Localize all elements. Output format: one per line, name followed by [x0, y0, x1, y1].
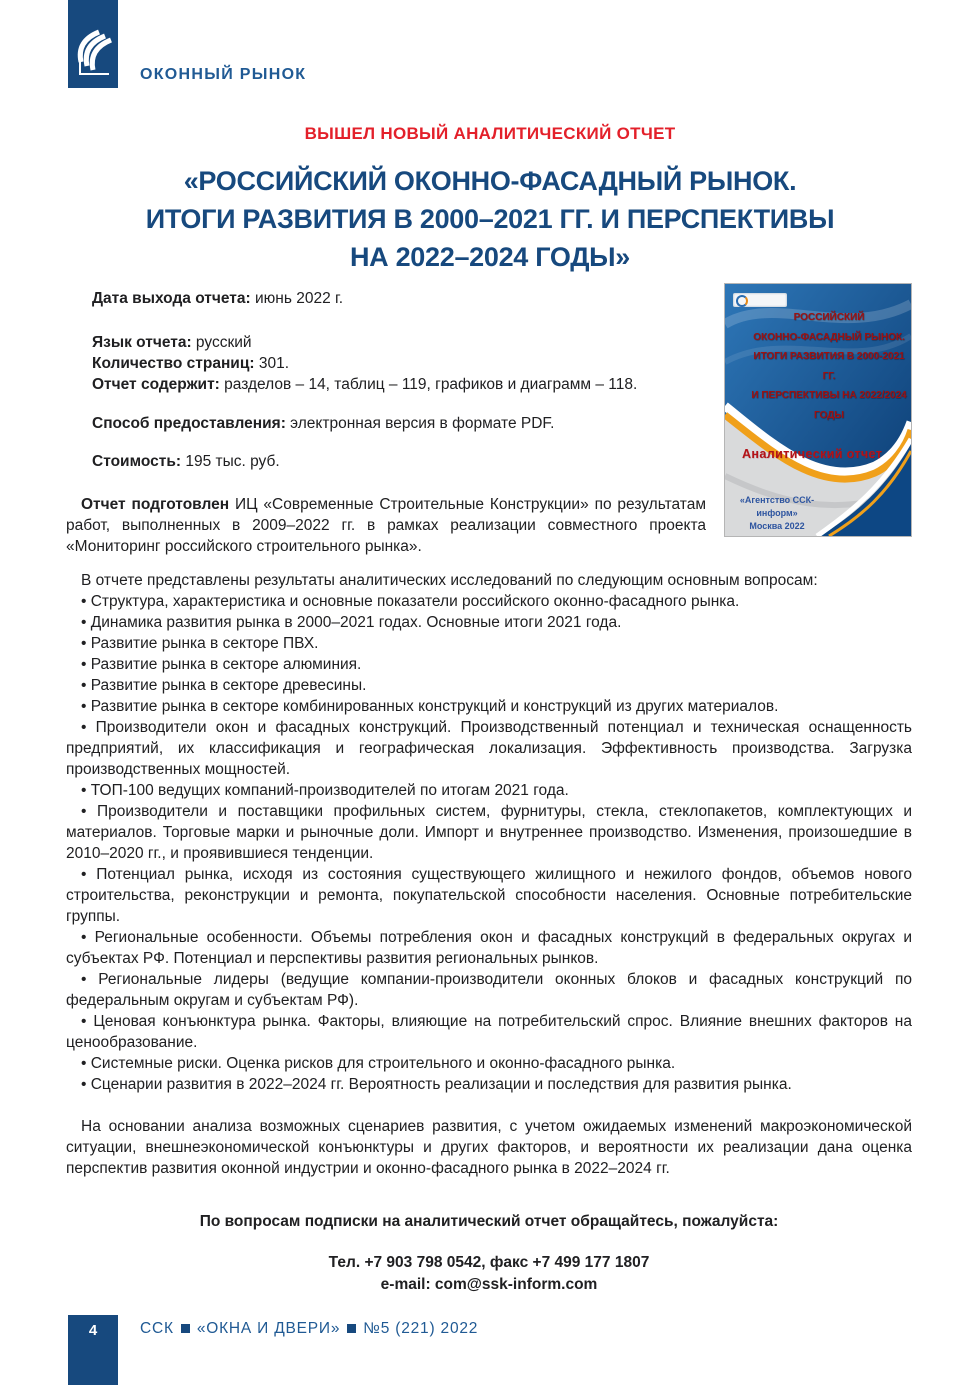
delivery-value: электронная версия в формате PDF.: [290, 415, 555, 432]
report-title-line1: «РОССИЙСКИЙ ОКОННО-ФАСАДНЫЙ РЫНОК.: [183, 166, 797, 196]
contents-value: разделов – 14, таблиц – 119, графиков и диаграмм – 118.: [224, 376, 638, 393]
section-title: ОКОННЫЙ РЫНОК: [140, 66, 307, 83]
cover-title-line: ОКОННО-ФАСАДНЫЙ РЫНОК.: [753, 331, 905, 343]
release-date-label: Дата выхода отчета:: [92, 290, 251, 307]
footer-magazine: ССК: [140, 1320, 174, 1337]
page-count-label: Количество страниц:: [92, 355, 255, 372]
cover-agency: [725, 494, 829, 533]
delivery-label: Способ предоставления:: [92, 415, 286, 432]
topic-item: • Развитие рынка в секторе алюминия.: [66, 654, 912, 675]
email-line: e-mail: com@ssk-inform.com: [380, 1276, 598, 1293]
publisher-logo-swoosh-icon: [68, 0, 118, 88]
topic-item: • Структура, характеристика и основные показатели российского оконно-фасадного рынка.: [66, 591, 912, 612]
prepared-by-text: ИЦ «Современные Строительные Конструкции» по результатам работ, выполненных в 2009–2022 гг. в рамках реализации совместного проекта «Мониторинг российского строительного рынка».: [66, 496, 706, 555]
topic-item: • Развитие рынка в секторе древесины.: [66, 675, 912, 696]
topic-item: • Ценовая конъюнктура рынка. Факторы, влияющие на потребительский спрос. Влияние внешних факторов на ценообразование.: [66, 1011, 912, 1053]
topic-item: • Развитие рынка в секторе ПВХ.: [66, 633, 912, 654]
intro-paragraph: В отчете представлены результаты аналитических исследований по следующим основным вопросам:: [81, 572, 818, 589]
language-value: русский: [195, 334, 252, 351]
square-separator-icon: [347, 1324, 356, 1333]
footer-magazine-title: «ОКНА И ДВЕРИ»: [196, 1320, 341, 1337]
cover-publisher-logo: [733, 293, 787, 307]
topic-item: • Потенциал рынка, исходя из состояния существующего жилищного и нежилого фондов, объемов нового строительства, реконструкции и ремонта, покупательской способности населения. Основные потребительские группы.: [66, 864, 912, 927]
publisher-logo: [68, 0, 118, 88]
phone-fax-line: Тел. +7 903 798 0542, факс +7 499 177 1807: [328, 1254, 650, 1271]
cover-agency-name: «Агентство ССК-информ»: [739, 495, 815, 518]
report-cover: [724, 283, 912, 537]
announcement-heading: ВЫШЕЛ НОВЫЙ АНАЛИТИЧЕСКИЙ ОТЧЕТ: [304, 124, 676, 143]
subscription-heading: По вопросам подписки на аналитический отчет обращайтесь, пожалуйста:: [199, 1213, 779, 1230]
topic-item: • Региональные особенности. Объемы потребления окон и фасадных конструкций в федеральных округах и субъектах РФ. Потенциал и перспективы развития региональных рынков.: [66, 927, 912, 969]
topic-item: • Динамика развития рынка в 2000–2021 годах. Основные итоги 2021 года.: [66, 612, 912, 633]
topic-item: • Системные риски. Оценка рисков для строительного и оконно-фасадного рынка.: [66, 1053, 912, 1074]
report-title: [0, 162, 980, 276]
cover-title-line: ИТОГИ РАЗВИТИЯ В 2000-2021 ГГ.: [753, 351, 905, 382]
price-value: 195 тыс. руб.: [185, 453, 280, 470]
topics-list: [66, 591, 912, 1095]
footer-imprint: [140, 1320, 478, 1338]
cover-subtitle: Аналитический отчет: [742, 447, 883, 461]
page-count-value: 301.: [258, 355, 290, 372]
footer-issue: №5 (221) 2022: [363, 1320, 479, 1337]
cover-title-line: И ПЕРСПЕКТИВЫ НА 2022/2024 ГОДЫ: [751, 390, 907, 421]
report-title-line3: НА 2022–2024 ГОДЫ»: [349, 242, 631, 272]
contact-block: [66, 1252, 912, 1296]
topic-item: • Производители окон и фасадных конструкций. Производственный потенциал и техническая оснащенность предприятий, их классификация и географическая локализация. Эффективность производства. Загрузка производственных мощностей.: [66, 717, 912, 780]
cover-city-year: Москва 2022: [749, 521, 805, 531]
conclusion-paragraph: На основании анализа возможных сценариев развития, с учетом ожидаемых изменений макроэкономической ситуации, внешнеэкономической конъюнктуры и других факторов, и вероятности их реализации дана оценка перспектив развития оконной индустрии и оконно-фасадного рынка в 2022–2024 гг.: [66, 1118, 912, 1177]
release-date-value: июнь 2022 г.: [254, 290, 344, 307]
page-number: 4: [88, 1322, 98, 1339]
cover-title-line: РОССИЙСКИЙ: [793, 312, 865, 323]
topic-item: • Региональные лидеры (ведущие компании-производители оконных блоков и фасадных конструкций по федеральным округам и субъектам РФ).: [66, 969, 912, 1011]
topic-item: • Сценарии развития в 2022–2024 гг. Вероятность реализации и последствия для развития рынка.: [66, 1074, 912, 1095]
contents-label: Отчет содержит:: [92, 376, 220, 393]
topic-item: • ТОП-100 ведущих компаний-производителей по итогам 2021 года.: [66, 780, 912, 801]
topic-item: • Производители и поставщики профильных систем, фурнитуры, стекла, стеклопакетов, комплектующих и материалов. Торговые марки и рыночные доли. Импорт и внутреннее производство. Изменения, произошедшие в 2010–2020 гг., и проявившиеся тенденции.: [66, 801, 912, 864]
topic-item: • Развитие рынка в секторе комбинированных конструкций и конструкций из других материалов.: [66, 696, 912, 717]
square-separator-icon: [181, 1324, 190, 1333]
cover-title: [751, 308, 907, 425]
article-body: [66, 288, 912, 1296]
price-label: Стоимость:: [92, 453, 182, 470]
report-title-line2: ИТОГИ РАЗВИТИЯ В 2000–2021 ГГ. И ПЕРСПЕКТИВЫ: [145, 204, 835, 234]
prepared-by-label: Отчет подготовлен: [81, 496, 230, 513]
language-label: Язык отчета:: [92, 334, 192, 351]
page-number-tab: [68, 1315, 118, 1385]
